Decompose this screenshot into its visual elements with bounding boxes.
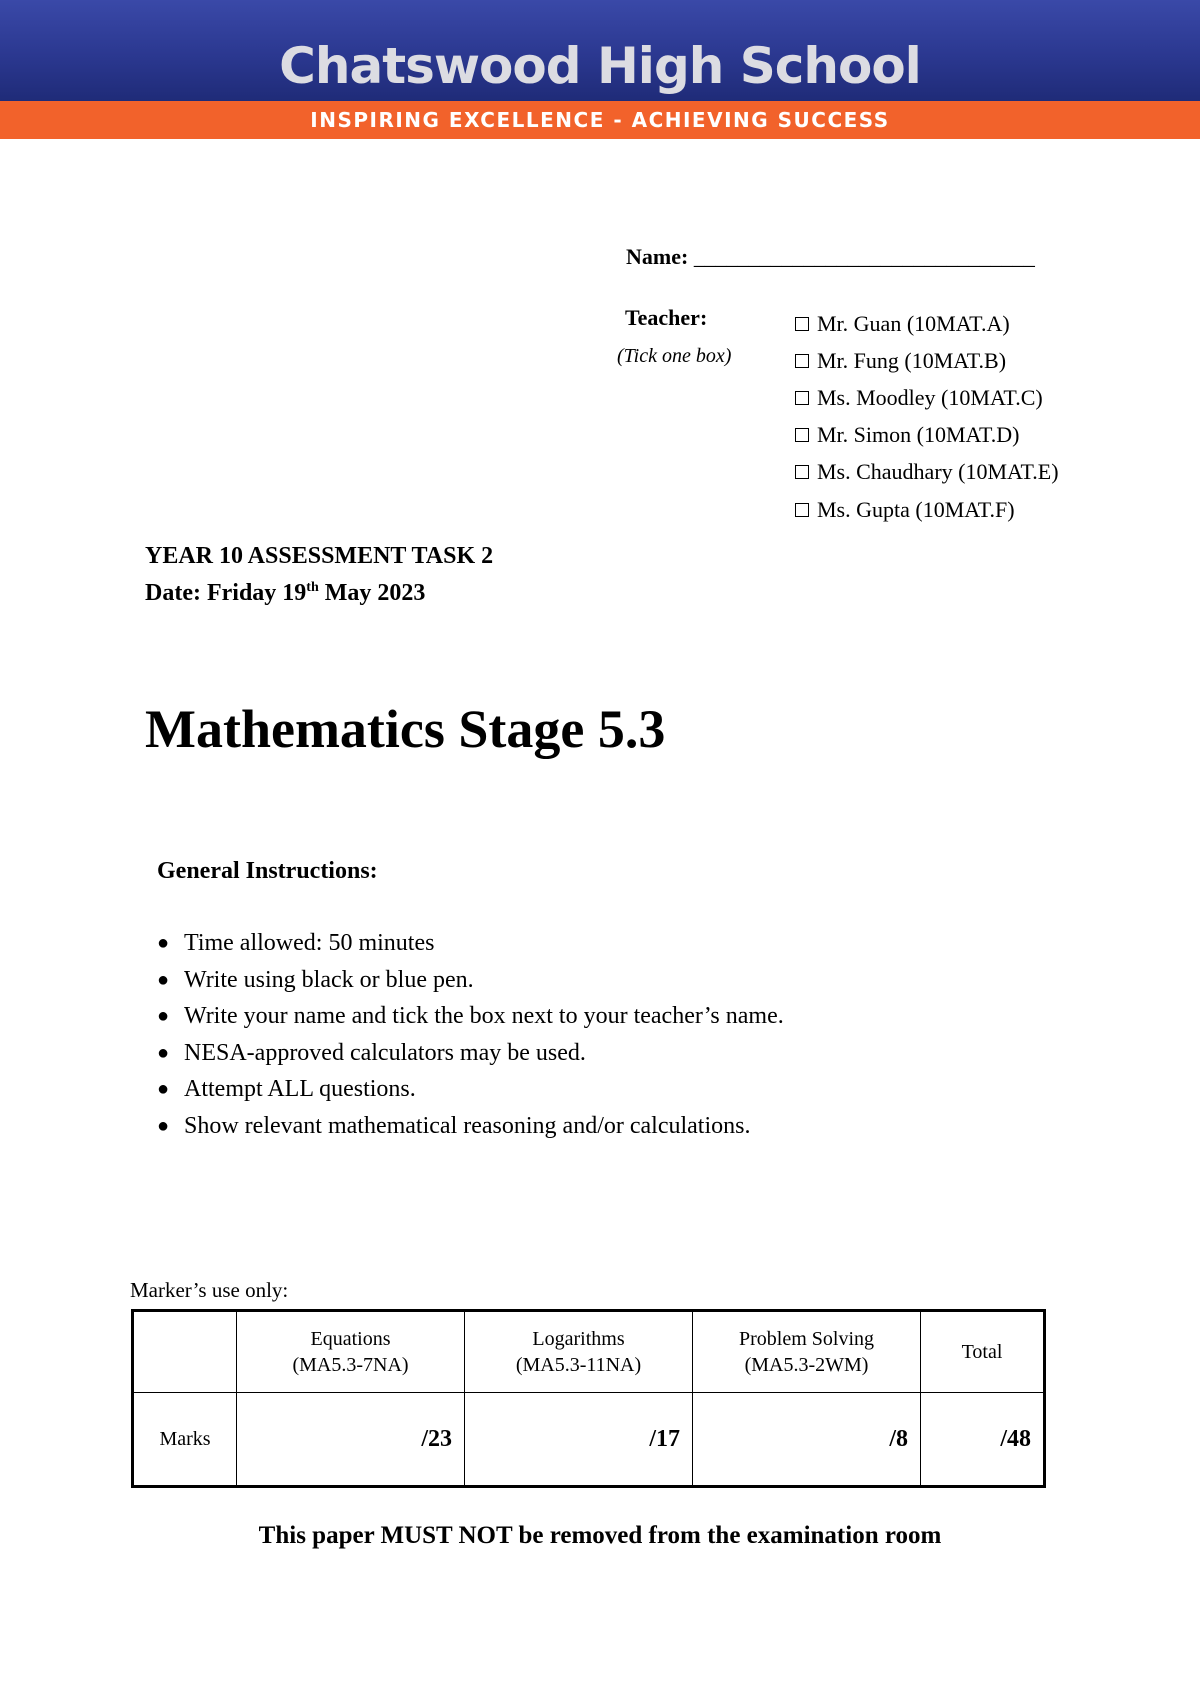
bullet-icon: ● [157,932,170,954]
motto-strip [0,101,1200,139]
bullet-icon: ● [157,1114,170,1137]
column-name: Total [961,1341,1003,1363]
subject-title: Mathematics Stage 5.3 [145,699,666,759]
teacher-option-fung[interactable] [795,342,1059,379]
column-name: Logarithms [532,1328,625,1350]
column-header-equations [237,1311,465,1393]
instruction-text: Write using black or blue pen. [184,966,474,993]
list-item [157,1074,784,1111]
teacher-option-gupta[interactable] [795,491,1059,528]
footer-note: This paper MUST NOT be removed from the examination room [258,1522,942,1549]
school-motto: INSPIRING EXCELLENCE - ACHIEVING SUCCESS [310,108,890,132]
task-title: YEAR 10 ASSESSMENT TASK 2 [145,543,494,569]
checkbox-icon[interactable] [795,391,809,405]
list-item [157,1001,784,1038]
checkbox-icon[interactable] [795,503,809,517]
instructions-list [157,928,784,1148]
teacher-label: Teacher: [625,305,708,330]
task-date-prefix: Date: Friday 19 [145,580,307,606]
task-date-suffix-ordinal: th [306,580,319,595]
teacher-option-simon[interactable] [795,417,1059,454]
teacher-option-label: Mr. Fung (10MAT.B) [817,347,1007,373]
list-item [157,1038,784,1075]
bullet-icon: ● [157,1005,170,1028]
teacher-hint: (Tick one box) [617,345,732,367]
instructions-heading: General Instructions: [157,858,378,884]
column-code: (MA5.3-11NA) [515,1354,642,1376]
teacher-option-label: Ms. Chaudhary (10MAT.E) [817,459,1059,485]
score-equations: /23 [237,1393,465,1487]
instruction-text: Time allowed: 50 minutes [184,930,435,956]
teacher-option-label: Mr. Simon (10MAT.D) [817,422,1020,448]
teacher-option-chaudhary[interactable] [795,454,1059,491]
school-name: Chatswood High School [279,37,921,95]
column-name: Problem Solving [738,1328,874,1350]
school-banner [0,0,1200,101]
name-blank-line[interactable]: _______________________________ [693,244,1035,269]
checkbox-icon[interactable] [795,317,809,331]
instruction-text: Attempt ALL questions. [184,1076,416,1103]
task-date-month-year: May 2023 [318,580,426,606]
instruction-text: NESA-approved calculators may be used. [184,1039,586,1066]
teacher-options [795,305,1059,528]
teacher-option-label: Ms. Gupta (10MAT.F) [817,496,1015,522]
student-name-field[interactable] [626,244,1035,270]
list-item [157,928,784,965]
checkbox-icon[interactable] [795,428,809,442]
instruction-text: Write your name and tick the box next to your teacher’s name. [184,1003,784,1030]
score-problem-solving: /8 [693,1393,921,1487]
teacher-option-label: Ms. Moodley (10MAT.C) [817,384,1043,410]
instruction-text: Show relevant mathematical reasoning and/or calculations. [184,1112,751,1139]
table-header-row [133,1311,1045,1393]
teacher-option-moodley[interactable] [795,379,1059,416]
teacher-option-label: Mr. Guan (10MAT.A) [817,310,1010,336]
checkbox-icon[interactable] [795,465,809,479]
column-code: (MA5.3-2WM) [744,1354,869,1376]
marks-table [131,1309,1046,1488]
marker-label: Marker’s use only: [130,1278,289,1302]
score-logarithms: /17 [465,1393,693,1487]
row-label-marks: Marks [133,1393,237,1487]
column-name: Equations [310,1328,391,1350]
table-row [133,1393,1045,1487]
column-header-logarithms [465,1311,693,1393]
bullet-icon: ● [157,1041,170,1064]
score-total: /48 [921,1393,1045,1487]
column-header-problem-solving [693,1311,921,1393]
column-code: (MA5.3-7NA) [292,1354,409,1376]
bullet-icon: ● [157,1078,170,1101]
column-header-total [921,1311,1045,1393]
teacher-option-guan[interactable] [795,305,1059,342]
checkbox-icon[interactable] [795,354,809,368]
name-label: Name: [626,244,689,269]
table-corner-cell [133,1311,237,1393]
list-item [157,965,784,1002]
list-item [157,1111,784,1148]
bullet-icon: ● [157,968,170,991]
task-date [145,580,425,607]
